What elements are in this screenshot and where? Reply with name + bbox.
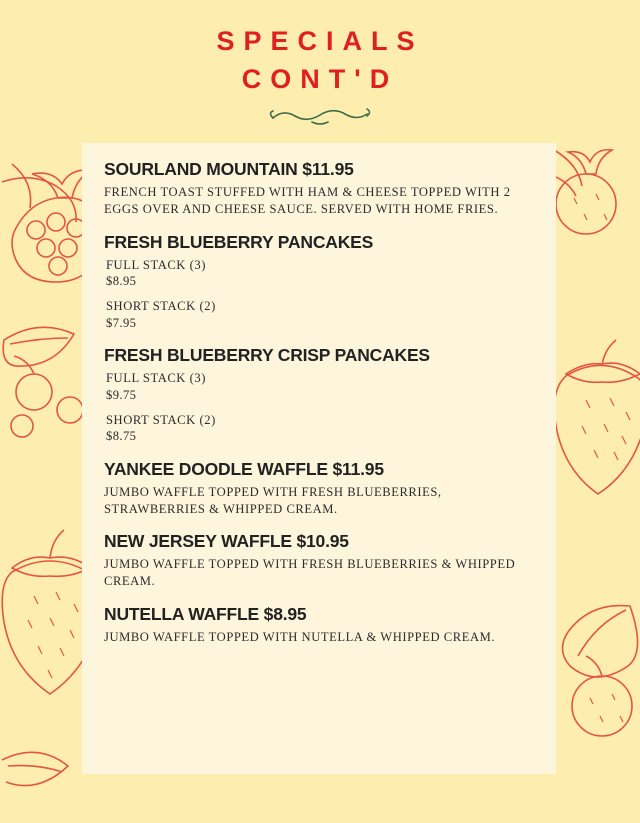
menu-option-price: $7.95 bbox=[106, 315, 137, 330]
menu-item bbox=[104, 531, 534, 590]
menu-option bbox=[106, 257, 534, 290]
menu-item bbox=[104, 459, 534, 518]
menu-item-options bbox=[104, 257, 534, 331]
menu-item-name: NUTELLA WAFFLE $8.95 bbox=[104, 603, 307, 624]
menu-item-name: SOURLAND MOUNTAIN $11.95 bbox=[104, 159, 354, 179]
menu-item bbox=[104, 159, 534, 218]
menu-option-price: $9.75 bbox=[106, 387, 137, 402]
menu-item-name: FRESH BLUEBERRY PANCAKES bbox=[104, 231, 374, 252]
page-title-line1: SPECIALS bbox=[216, 26, 424, 56]
menu-option-label: SHORT STACK (2) bbox=[106, 299, 216, 314]
menu-item-options bbox=[104, 370, 534, 444]
menu-option-price: $8.75 bbox=[106, 429, 137, 444]
flourish-divider-icon bbox=[0, 105, 640, 127]
menu-item bbox=[104, 604, 534, 646]
menu-item-name: FRESH BLUEBERRY CRISP PANCAKES bbox=[104, 345, 430, 366]
menu-option-label: FULL STACK (3) bbox=[106, 371, 206, 386]
menu-option bbox=[106, 370, 534, 403]
menu-option-label: SHORT STACK (2) bbox=[106, 413, 216, 427]
menu-option-label: FULL STACK (3) bbox=[106, 257, 206, 272]
menu-item-description: JUMBO WAFFLE TOPPED WITH FRESH BLUEBERRIES, STRAWBERRIES & WHIPPED CREAM. bbox=[104, 484, 442, 516]
page-header bbox=[0, 0, 640, 127]
menu-item bbox=[104, 345, 534, 445]
menu-item-name: NEW JERSEY WAFFLE $10.95 bbox=[104, 531, 349, 552]
menu-item-name: YANKEE DOODLE WAFFLE $11.95 bbox=[104, 458, 384, 479]
menu-card bbox=[82, 143, 556, 774]
menu-item bbox=[104, 232, 534, 332]
menu-item-description: JUMBO WAFFLE TOPPED WITH FRESH BLUEBERRIES & WHIPPED CREAM. bbox=[104, 557, 516, 589]
page-title-line2: CONT'D bbox=[241, 64, 399, 95]
menu-option-price: $8.95 bbox=[106, 274, 137, 289]
menu-option bbox=[106, 412, 534, 445]
menu-item-description: FRENCH TOAST STUFFED WITH HAM & CHEESE TOPPED WITH 2 EGGS OVER AND CHEESE SAUCE. SERVED WITH HOME FRIES. bbox=[104, 185, 511, 216]
menu-option bbox=[106, 298, 534, 331]
menu-item-description: JUMBO WAFFLE TOPPED WITH NUTELLA & WHIPPED CREAM. bbox=[104, 630, 496, 645]
